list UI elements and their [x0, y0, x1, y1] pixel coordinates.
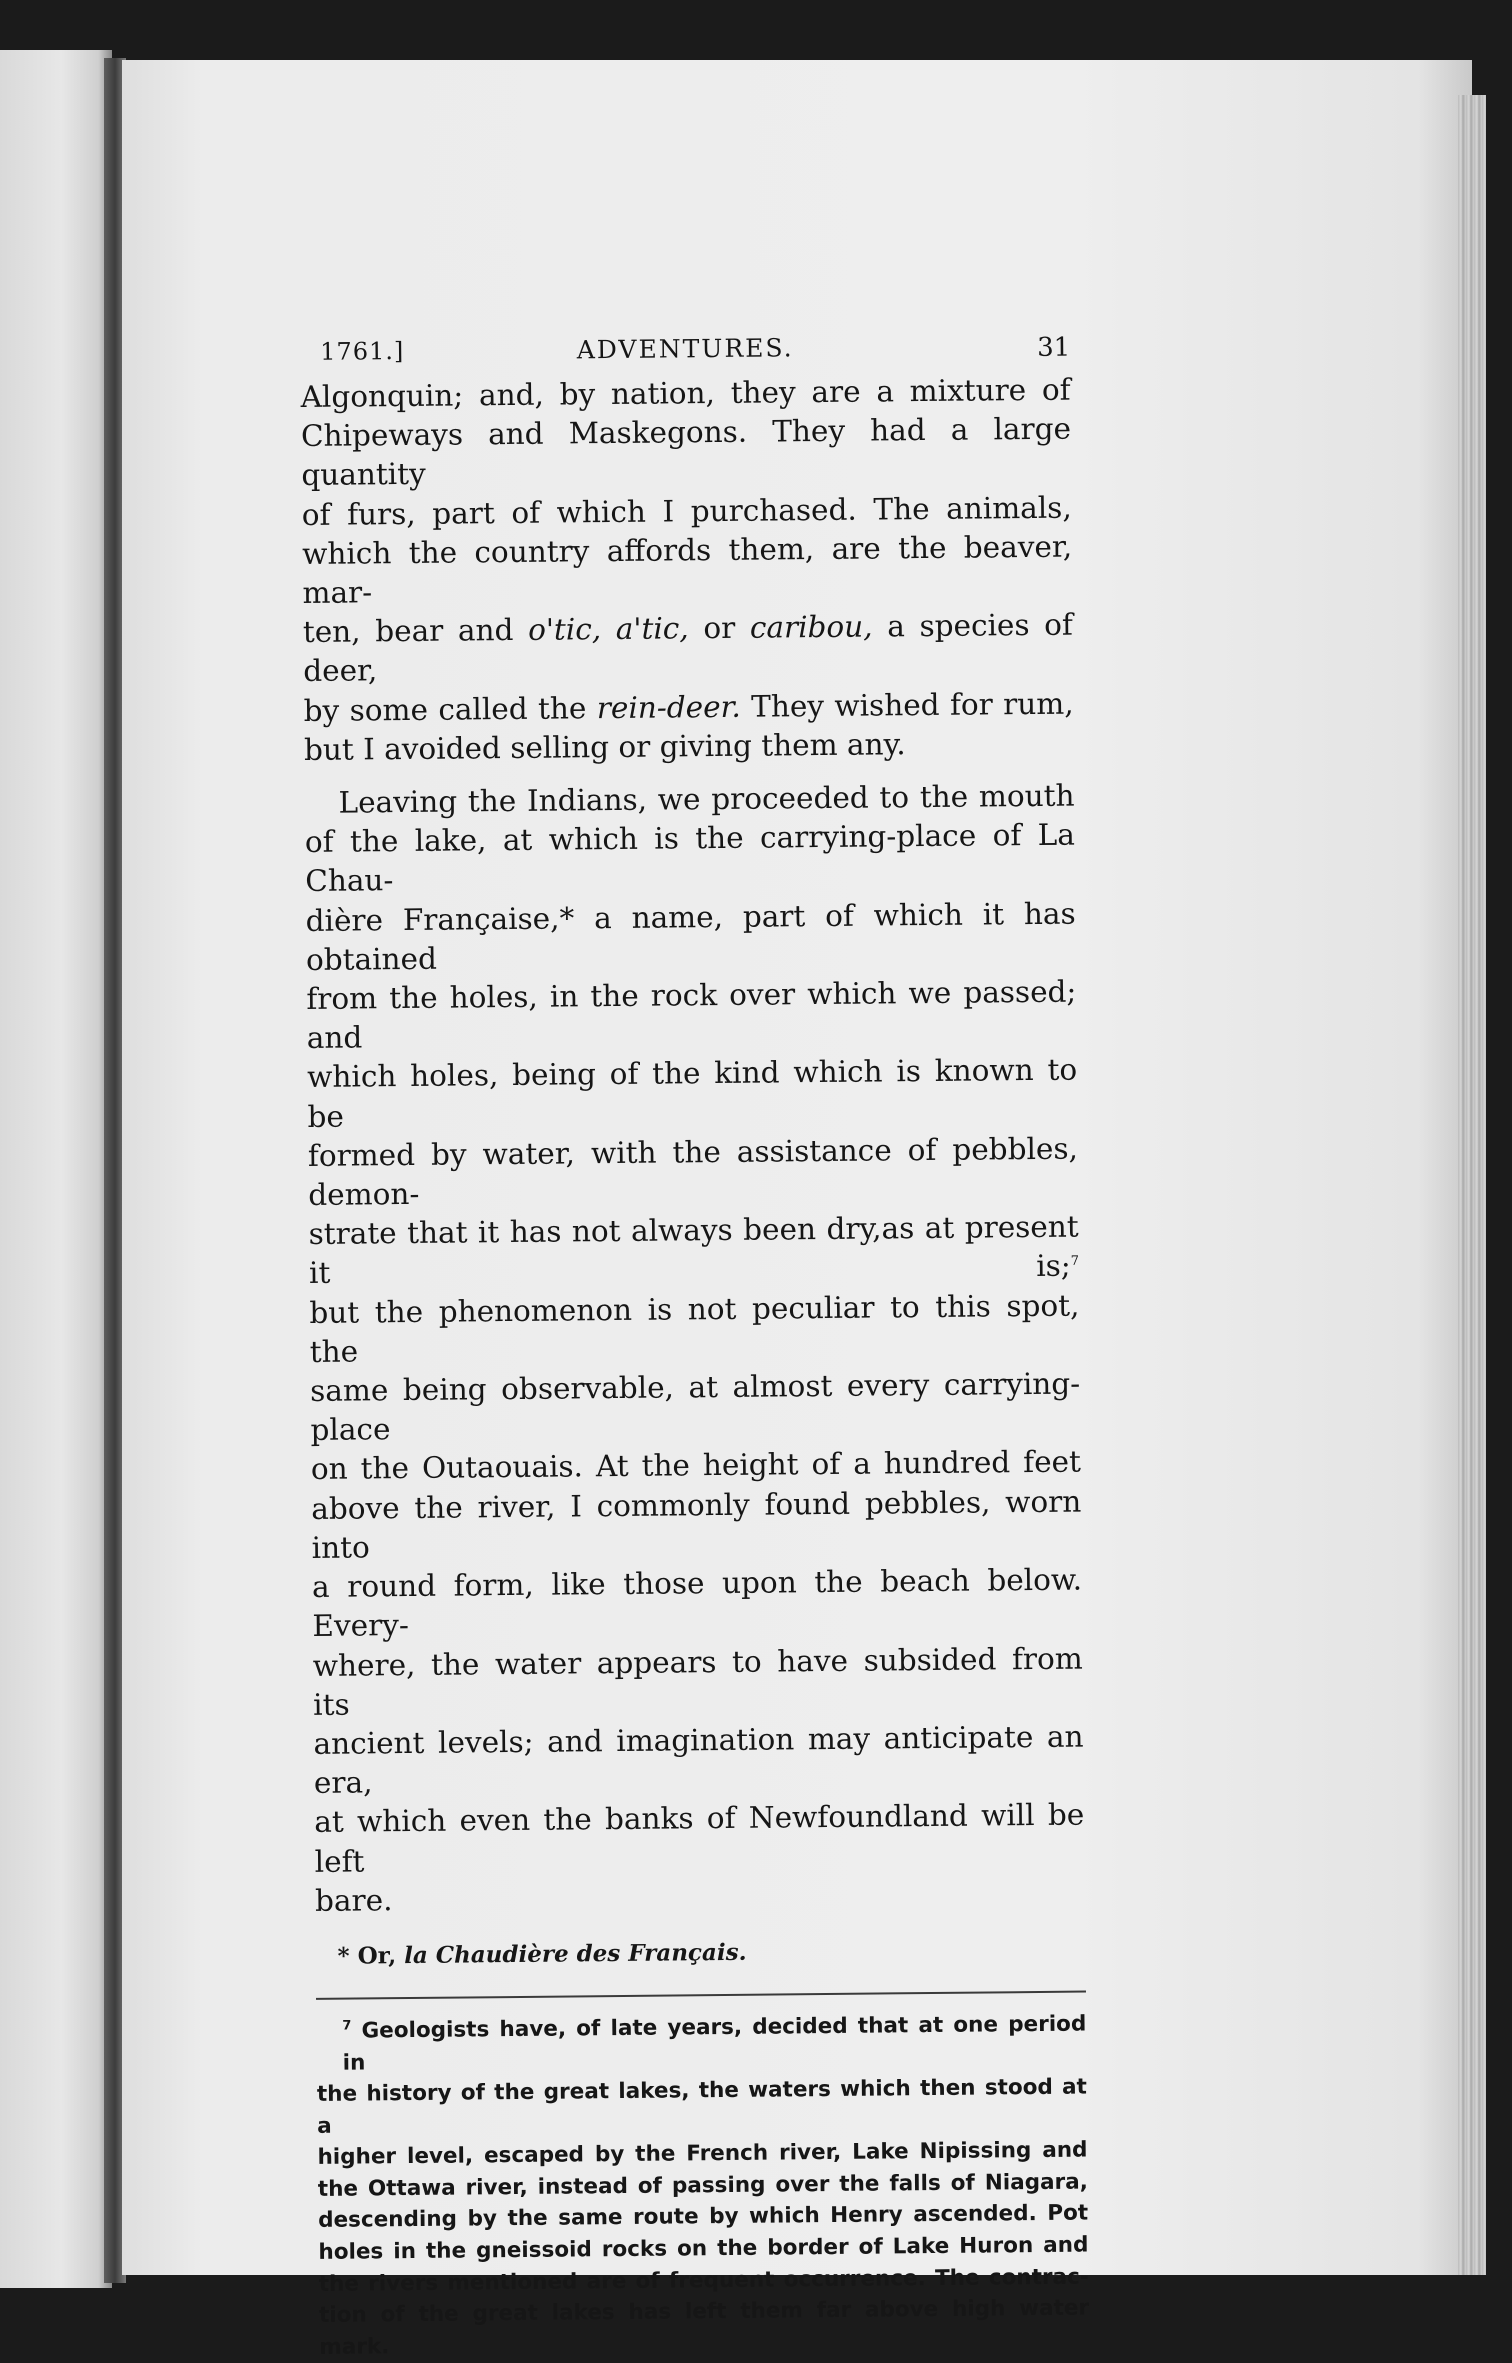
running-head-year: 1761.]	[320, 337, 405, 366]
text-run: ten, bear and	[302, 613, 529, 650]
text-line: Algonquin; and, by nation, they are a mixture of	[300, 372, 1071, 414]
footnote-line: tion of the great lakes has left them far above high water mark.	[318, 2295, 1090, 2360]
text-line: on the Outaouais. At the height of a hundred feet	[310, 1445, 1082, 1487]
text-line: of furs, part of which I purchased. The animals,	[301, 490, 1072, 532]
text-run: or	[688, 610, 751, 646]
italic-term: rein-deer.	[596, 689, 741, 725]
footnote-line: the Ottawa river, instead of passing over the falls of Niagara,	[317, 2169, 1088, 2202]
paragraph-1	[300, 371, 1074, 770]
page-text-block	[300, 323, 1089, 2363]
text-line: ancient levels; and imagination may anticipate an era,	[313, 1719, 1084, 1801]
footnote-line: higher level, escaped by the French river, Lake Nipissing and	[317, 2137, 1088, 2171]
text-line: but the phenomenon is not peculiar to this spot, the	[309, 1288, 1080, 1369]
star-footnote-prefix: * Or,	[337, 1941, 405, 1970]
footnote-line	[316, 2008, 1087, 2079]
text-line: Leaving the Indians, we proceeded to the mouth	[338, 778, 1075, 820]
left-page-edge	[0, 50, 112, 2288]
footnote-line: descending by the same route by which Henry ascended. Pot	[318, 2201, 1089, 2234]
text-run: They wished for rum,	[740, 686, 1074, 724]
text-line: from the holes, in the rock over which we passed; and	[306, 974, 1077, 1056]
text-line	[303, 684, 1073, 731]
paragraph-2	[304, 777, 1085, 1921]
text-line: which the country affords them, are the beaver, mar-	[301, 529, 1073, 611]
running-head-title: ADVENTURES.	[576, 333, 794, 365]
text-run: by some called the	[303, 690, 597, 728]
text-line: at which even the banks of Newfoundland will be left	[314, 1797, 1085, 1879]
text-line: dière Française,* a name, part of which it has obtained	[305, 896, 1076, 977]
text-line: which holes, being of the kind which is known to be	[307, 1053, 1078, 1134]
page-number: 31	[1036, 332, 1071, 363]
footnote-text: Geologists have, of late years, decided that at one period in	[342, 2011, 1087, 2076]
text-line	[303, 606, 1074, 692]
text-line: of the lake, at which is the carrying-place of La Chau-	[304, 817, 1076, 899]
text-run: strate that it has not always been dry,as at present it is;	[308, 1209, 1079, 1291]
running-head	[300, 323, 1070, 378]
page-fore-edge	[1458, 95, 1486, 2275]
text-line: a round form, like those upon the beach below. Every-	[311, 1562, 1083, 1644]
text-line: where, the water appears to have subsided from its	[312, 1641, 1083, 1722]
italic-term: o'tic, a'tic,	[527, 611, 689, 648]
star-footnote-italic: la Chaudière des Français.	[404, 1938, 747, 1969]
star-footnote	[315, 1935, 1085, 1969]
numbered-footnote	[316, 2008, 1089, 2363]
text-line: same being observable, at almost every carrying-place	[310, 1366, 1081, 1448]
text-line: above the river, I commonly found pebbles, worn into	[311, 1484, 1082, 1565]
footnote-ref: 7	[1070, 1254, 1080, 1270]
text-run: a species of deer,	[303, 607, 1074, 689]
footnote-line: the history of the great lakes, the waters which then stood at a	[316, 2074, 1088, 2139]
footnote-rule	[316, 1990, 1086, 1999]
footnote-line: the rivers mentioned are of frequent occurrence. The contrac-	[318, 2264, 1089, 2297]
text-line: Chipeways and Maskegons. They had a large quantity	[300, 411, 1072, 493]
italic-term: caribou,	[749, 609, 873, 645]
footnote-marker: 7	[342, 2018, 352, 2034]
footnote-line: holes in the gneissoid rocks on the border of Lake Huron and	[318, 2232, 1089, 2265]
text-line: but I avoided selling or giving them any.	[303, 727, 906, 767]
text-line	[308, 1208, 1079, 1294]
text-line: formed by water, with the assistance of pebbles, demon-	[307, 1131, 1079, 1213]
text-line: bare.	[314, 1882, 393, 1918]
